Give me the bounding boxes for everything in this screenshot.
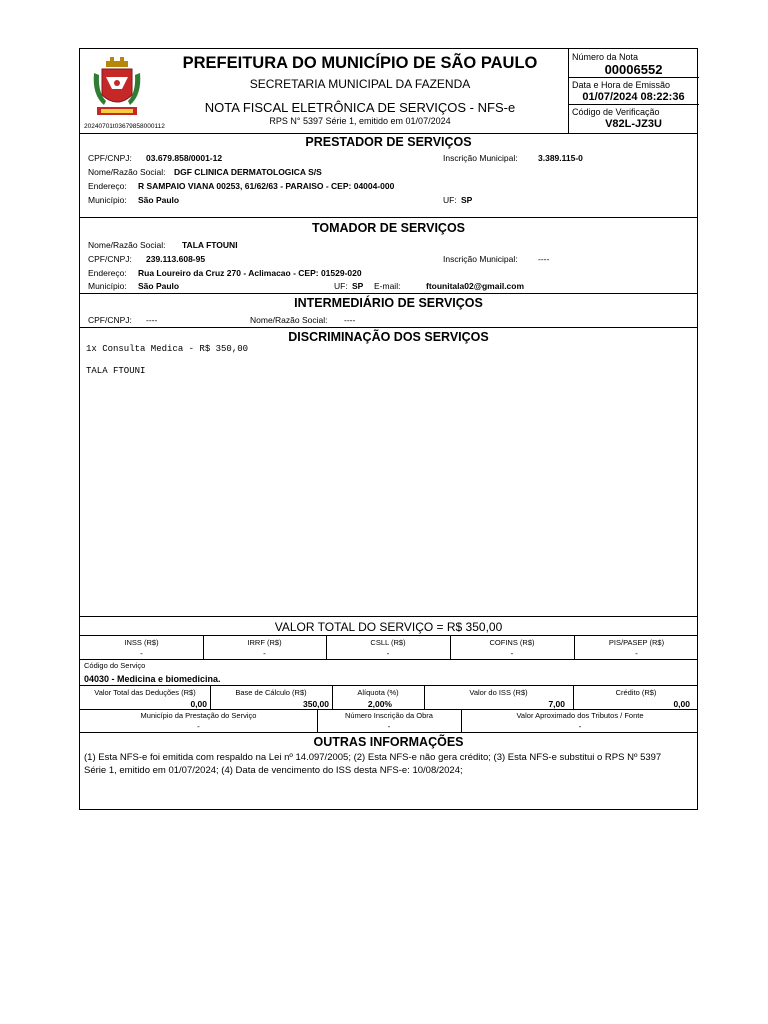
codigo-verificacao-value: V82L-JZ3U	[605, 118, 662, 130]
codigo-servico-label: Código do Serviço	[84, 661, 146, 670]
page-title: PREFEITURA DO MUNICÍPIO DE SÃO PAULO	[182, 54, 538, 72]
tomador-nome-label: Nome/Razão Social:	[88, 240, 166, 250]
tomador-mun-label: Município:	[88, 281, 127, 291]
data-emissao-value: 01/07/2024 08:22:36	[582, 91, 685, 103]
barcode-text: 20240701t03679858000112	[84, 123, 165, 130]
irrf-header: IRRF (R$)	[247, 638, 282, 647]
numero-nota-label: Número da Nota	[572, 52, 639, 62]
tomador-end-value: Rua Loureiro da Cruz 270 - Aclimacao - CEP: 01529-020	[138, 268, 362, 278]
codigo-servico-value: 04030 - Medicina e biomedicina.	[84, 674, 221, 684]
prestador-im-value: 3.389.115-0	[538, 153, 583, 163]
irrf-value: -	[263, 649, 266, 658]
aliquota-header: Alíquota (%)	[357, 688, 399, 697]
deducoes-value: 0,00	[190, 699, 207, 709]
csll-header: CSLL (R$)	[370, 638, 406, 647]
inss-value: -	[140, 649, 143, 658]
prestador-end-label: Endereço:	[88, 181, 127, 191]
inss-header: INSS (R$)	[124, 638, 159, 647]
tomador-cpf-value: 239.113.608-95	[146, 254, 206, 264]
tomador-cpf-label: CPF/CNPJ:	[88, 254, 132, 264]
prestador-mun-label: Município:	[88, 195, 127, 205]
intermediario-nome-value: ----	[344, 315, 356, 325]
coat-of-arms-icon	[92, 55, 142, 121]
prestador-mun-value: São Paulo	[138, 195, 180, 205]
outras-text: (1) Esta NFS-e foi emitida com respaldo na Lei nº 14.097/2005; (2) Esta NFS-e não gera crédito; (3) Esta NFS-e substitui o RPS Nº 5397 Série 1, emitido em 01/07/2024; (4) Data de vencimento do ISS desta NFS-e: 10/08/2024;	[84, 752, 662, 776]
nfse-document	[79, 48, 698, 810]
tomador-title: TOMADOR DE SERVIÇOS	[311, 221, 466, 235]
discriminacao-title: DISCRIMINAÇÃO DOS SERVIÇOS	[288, 330, 489, 344]
data-emissao-label: Data e Hora de Emissão	[572, 80, 671, 90]
valor-iss-value: 7,00	[548, 699, 565, 709]
tomador-im-value: ----	[538, 254, 550, 264]
pispasep-value: -	[635, 649, 638, 658]
tomador-nome-value: TALA FTOUNI	[182, 240, 238, 250]
deducoes-header: Valor Total das Deduções (R$)	[94, 688, 196, 697]
intermediario-title: INTERMEDIÁRIO DE SERVIÇOS	[294, 296, 483, 310]
valor-total: VALOR TOTAL DO SERVIÇO = R$ 350,00	[274, 620, 503, 634]
outras-title: OUTRAS INFORMAÇÕES	[313, 735, 464, 749]
tomador-uf-value: SP	[352, 281, 364, 291]
valor-iss-header: Valor do ISS (R$)	[469, 688, 528, 697]
credito-header: Crédito (R$)	[615, 688, 657, 697]
pispasep-header: PIS/PASEP (R$)	[608, 638, 665, 647]
intermediario-cpf-label: CPF/CNPJ:	[88, 315, 132, 325]
tomador-mun-value: São Paulo	[138, 281, 180, 291]
prestador-im-label: Inscrição Municipal:	[443, 153, 518, 163]
tomador-uf-label: UF:	[334, 281, 348, 291]
valor-aproximado-header: Valor Aproximado dos Tributos / Fonte	[516, 711, 644, 720]
codigo-verificacao-label: Código de Verificação	[572, 107, 660, 117]
aliquota-value: 2,00%	[367, 699, 392, 709]
prestador-uf-label: UF:	[443, 195, 457, 205]
intermediario-nome-label: Nome/Razão Social:	[250, 315, 328, 325]
tomador-email-value: ftounitala02@gmail.com	[426, 281, 525, 291]
tomador-email-label: E-mail:	[374, 281, 401, 291]
tomador-im-label: Inscrição Municipal:	[443, 254, 518, 264]
prestador-end-value: R SAMPAIO VIANA 00253, 61/62/63 - PARAISO - CEP: 04004-000	[138, 181, 395, 191]
rps-line: RPS N° 5397 Série 1, emitido em 01/07/2024	[269, 116, 451, 126]
page-subtitle: SECRETARIA MUNICIPAL DA FAZENDA	[249, 77, 471, 91]
discriminacao-line-2: TALA FTOUNI	[86, 366, 146, 376]
cofins-header: COFINS (R$)	[489, 638, 535, 647]
document-title: NOTA FISCAL ELETRÔNICA DE SERVIÇOS - NFS-e	[204, 100, 516, 115]
intermediario-cpf-value: ----	[146, 315, 158, 325]
discriminacao-line-1: 1x Consulta Medica - R$ 350,00	[86, 344, 249, 354]
prestador-nome-value: DGF CLINICA DERMATOLOGICA S/S	[174, 167, 322, 177]
csll-value: -	[386, 649, 390, 658]
base-calculo-header: Base de Cálculo (R$)	[235, 688, 307, 697]
tomador-end-label: Endereço:	[88, 268, 127, 278]
municipio-prestacao-value: -	[197, 722, 200, 731]
prestador-cpf-value: 03.679.858/0001-12	[146, 153, 223, 163]
cofins-value: -	[510, 649, 514, 658]
inscricao-obra-header: Número Inscrição da Obra	[345, 711, 433, 720]
numero-nota-value: 00006552	[604, 62, 663, 77]
credito-value: 0,00	[673, 699, 690, 709]
prestador-cpf-label: CPF/CNPJ:	[88, 153, 132, 163]
inscricao-obra-value: -	[387, 722, 391, 731]
prestador-nome-label: Nome/Razão Social:	[88, 167, 166, 177]
base-calculo-value: 350,00	[303, 699, 329, 709]
prestador-title: PRESTADOR DE SERVIÇOS	[305, 135, 472, 149]
municipio-prestacao-header: Município da Prestação do Serviço	[140, 711, 257, 720]
prestador-uf-value: SP	[461, 195, 473, 205]
valor-aproximado-value: -	[578, 722, 582, 731]
